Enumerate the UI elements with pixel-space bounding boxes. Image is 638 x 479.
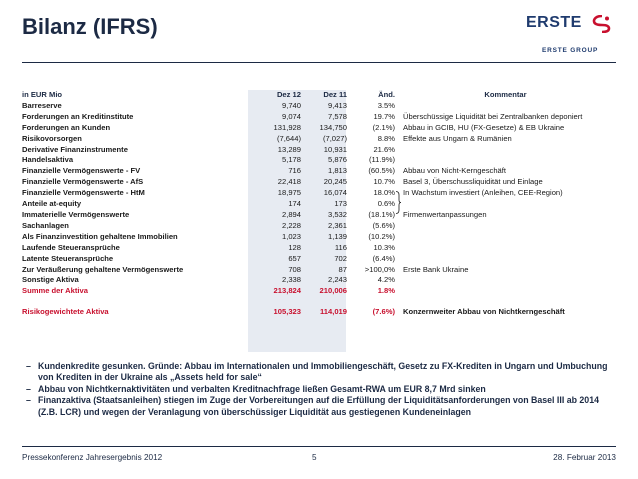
value-change: (10.2%) bbox=[368, 231, 395, 241]
row-comment: Basel 3, Überschussliquidität und Einlage bbox=[403, 177, 543, 187]
value-dez11: (7,027) bbox=[322, 133, 347, 143]
value-dez12: 2,894 bbox=[281, 209, 301, 219]
row-comment bbox=[395, 254, 616, 265]
table-row bbox=[22, 254, 616, 265]
value-dez11: 20,245 bbox=[323, 177, 347, 187]
rwa-row bbox=[22, 307, 616, 318]
value-dez12: 2,338 bbox=[281, 275, 301, 285]
page-number: 5 bbox=[312, 453, 317, 462]
row-comment bbox=[395, 101, 616, 112]
title-rule bbox=[22, 62, 616, 63]
value-dez12: 2,228 bbox=[281, 220, 301, 230]
value-dez11: 1,813 bbox=[327, 166, 347, 176]
value-change: (18.1%) bbox=[368, 209, 395, 219]
value-dez11: 87 bbox=[338, 264, 347, 274]
value-change: 18.0% bbox=[373, 188, 395, 198]
value-dez11: 1,139 bbox=[327, 231, 347, 241]
value-dez12: 105,323 bbox=[273, 307, 301, 317]
row-comment bbox=[395, 155, 616, 166]
spacer-row bbox=[22, 297, 616, 307]
footer-date: 28. Februar 2013 bbox=[553, 453, 616, 462]
value-dez11: 2,361 bbox=[327, 220, 347, 230]
value-dez11: 116 bbox=[334, 242, 347, 252]
row-comment: Effekte aus Ungarn & Rumänien bbox=[403, 133, 512, 143]
value-change: 21.6% bbox=[373, 144, 395, 154]
bullet-list bbox=[22, 361, 616, 418]
row-comment: Abbau in GCIB, HU (FX-Gesetze) & EB Ukraine bbox=[403, 122, 565, 132]
header-comment: Kommentar bbox=[484, 90, 527, 99]
value-change: (11.9%) bbox=[368, 155, 395, 165]
value-dez11: 173 bbox=[334, 199, 347, 209]
value-dez11: 114,019 bbox=[319, 307, 347, 317]
row-label: Derivative Finanzinstrumente bbox=[22, 144, 128, 154]
value-dez11: 10,931 bbox=[323, 144, 347, 154]
row-label: Laufende Steueransprüche bbox=[22, 242, 120, 252]
value-dez12: 657 bbox=[288, 253, 301, 263]
value-change: 0.6% bbox=[377, 199, 395, 209]
value-change: 4.2% bbox=[377, 275, 395, 285]
footer-event: Pressekonferenz Jahresergebnis 2012 bbox=[22, 453, 163, 462]
value-change: (5.6%) bbox=[372, 220, 395, 230]
value-dez12: 9,740 bbox=[281, 100, 301, 110]
dash-icon: – bbox=[26, 395, 31, 406]
value-dez11: 5,876 bbox=[327, 155, 347, 165]
table-row bbox=[22, 199, 616, 210]
row-label: Handelsaktiva bbox=[22, 155, 74, 165]
value-change: 8.8% bbox=[377, 133, 395, 143]
value-dez11: 2,243 bbox=[327, 275, 347, 285]
row-label: Forderungen an Kreditinstitute bbox=[22, 111, 134, 121]
row-comment bbox=[395, 275, 616, 286]
header-dez11: Dez 11 bbox=[323, 90, 347, 99]
row-comment bbox=[395, 232, 616, 243]
erste-logo bbox=[526, 14, 614, 60]
page-title: Bilanz (IFRS) bbox=[22, 14, 158, 39]
table-row bbox=[22, 101, 616, 112]
table-row bbox=[22, 166, 616, 177]
value-dez12: 22,418 bbox=[277, 177, 301, 187]
value-dez12: 213,824 bbox=[273, 286, 301, 296]
table-row bbox=[22, 210, 616, 221]
bullet-item: – Finanzaktiva (Staatsanleihen) stiegen im Zuge der Vorbereitungen auf die Erfüllung der Liquiditätsanforderungen von Basel III ab 2014 (Z.B. LCR) und wegen der Veranlagung von überschüssiger Liquidität aus gestiegenen Kundeneinlagen bbox=[26, 395, 599, 417]
footer-rule bbox=[22, 446, 616, 447]
row-comment bbox=[395, 221, 616, 232]
table-row bbox=[22, 134, 616, 145]
row-label: Sachanlagen bbox=[22, 220, 69, 230]
table-row bbox=[22, 275, 616, 286]
logo-subtitle: ERSTE GROUP bbox=[542, 47, 599, 54]
balance-sheet-table bbox=[22, 90, 616, 318]
value-dez12: (7,644) bbox=[276, 133, 301, 143]
row-label: Risikogewichtete Aktiva bbox=[22, 307, 109, 317]
row-label: Forderungen an Kunden bbox=[22, 122, 111, 132]
row-comment bbox=[395, 145, 616, 156]
row-label: Finanzielle Vermögenswerte - FV bbox=[22, 166, 141, 176]
row-comment bbox=[395, 199, 616, 210]
row-label: Risikovorsorgen bbox=[22, 133, 82, 143]
row-label: Anteile at-equity bbox=[22, 199, 82, 209]
dash-icon: – bbox=[26, 361, 31, 371]
value-change: 1.8% bbox=[377, 286, 395, 296]
erste-s-icon bbox=[592, 15, 612, 33]
row-label: Barreserve bbox=[22, 100, 62, 110]
value-change: (2.1%) bbox=[372, 122, 395, 132]
bullet-item: – Abbau von Nichtkernaktivitäten und verbalten Kreditnachfrage ließen Gesamt-RWA um EUR 8,7 Mrd sinken bbox=[26, 383, 486, 394]
row-label: Latente Steueransprüche bbox=[22, 253, 114, 263]
table-header-row bbox=[22, 90, 616, 101]
row-comment: In Wachstum investiert (Anleihen, CEE-Region) bbox=[403, 188, 563, 198]
row-comment: Firmenwertanpassungen bbox=[403, 209, 487, 219]
value-change: 3.5% bbox=[377, 100, 395, 110]
table-row bbox=[22, 221, 616, 232]
row-label: Zur Veräußerung gehaltene Vermögenswerte bbox=[22, 264, 184, 274]
table-row bbox=[22, 188, 616, 199]
value-change: (7.6%) bbox=[372, 307, 395, 317]
logo-wordmark: ERSTE bbox=[526, 14, 582, 31]
value-dez12: 5,178 bbox=[281, 155, 301, 165]
header-change: Änd. bbox=[378, 90, 395, 99]
header-label: in EUR Mio bbox=[22, 90, 63, 99]
table-row bbox=[22, 265, 616, 276]
row-label: Finanzielle Vermögenswerte - HtM bbox=[22, 188, 145, 198]
table-row bbox=[22, 177, 616, 188]
value-dez11: 3,532 bbox=[327, 209, 347, 219]
value-change: >100,0% bbox=[364, 264, 395, 274]
value-dez11: 134,750 bbox=[319, 122, 347, 132]
value-dez12: 9,074 bbox=[281, 111, 301, 121]
bullet-item: – Kundenkredite gesunken. Gründe: Abbau im Internationalen und Immobiliengeschäft, Gesetz zu FX-Krediten in Ungarn und Umbuchung von Krediten in der Ukraine als „Assets held for sale“ bbox=[26, 361, 608, 383]
row-comment: Überschüssige Liquidität bei Zentralbanken deponiert bbox=[403, 111, 583, 121]
header-dez12: Dez 12 bbox=[276, 90, 301, 99]
footer bbox=[22, 450, 616, 464]
value-dez12: 18,975 bbox=[277, 188, 301, 198]
value-change: 10.7% bbox=[373, 177, 395, 187]
value-dez11: 16,074 bbox=[323, 188, 347, 198]
value-dez12: 174 bbox=[288, 199, 301, 209]
row-comment bbox=[395, 243, 616, 254]
value-dez12: 128 bbox=[288, 242, 301, 252]
value-dez12: 716 bbox=[288, 166, 301, 176]
value-dez12: 1,023 bbox=[281, 231, 301, 241]
value-dez11: 702 bbox=[334, 253, 347, 263]
value-change: 10.3% bbox=[373, 242, 395, 252]
table-row bbox=[22, 123, 616, 134]
table-row bbox=[22, 145, 616, 156]
value-dez12: 13,289 bbox=[277, 144, 301, 154]
table-row bbox=[22, 155, 616, 166]
value-change: (6.4%) bbox=[372, 253, 395, 263]
table-row bbox=[22, 243, 616, 254]
table-row bbox=[22, 232, 616, 243]
row-label: Summe der Aktiva bbox=[22, 286, 88, 296]
row-label: Sonstige Aktiva bbox=[22, 275, 79, 285]
table-row bbox=[22, 112, 616, 123]
row-comment: Konzernweiter Abbau von Nichtkerngeschäft bbox=[403, 307, 565, 317]
value-dez11: 210,006 bbox=[319, 286, 347, 296]
row-label: Finanzielle Vermögenswerte - AfS bbox=[22, 177, 144, 187]
row-comment bbox=[395, 286, 616, 297]
value-change: 19.7% bbox=[373, 111, 395, 121]
value-dez11: 7,578 bbox=[327, 111, 347, 121]
row-label: Als Finanzinvestition gehaltene Immobilien bbox=[22, 231, 178, 241]
total-row bbox=[22, 286, 616, 297]
value-dez11: 9,413 bbox=[327, 100, 347, 110]
row-comment: Abbau von Nicht-Kerngeschäft bbox=[403, 166, 506, 176]
value-change: (60.5%) bbox=[368, 166, 395, 176]
value-dez12: 708 bbox=[288, 264, 301, 274]
dash-icon: – bbox=[26, 383, 31, 394]
value-dez12: 131,928 bbox=[273, 122, 301, 132]
comment-bracket bbox=[395, 191, 401, 214]
row-comment: Erste Bank Ukraine bbox=[403, 264, 469, 274]
row-label: Immaterielle Vermögenswerte bbox=[22, 209, 130, 219]
